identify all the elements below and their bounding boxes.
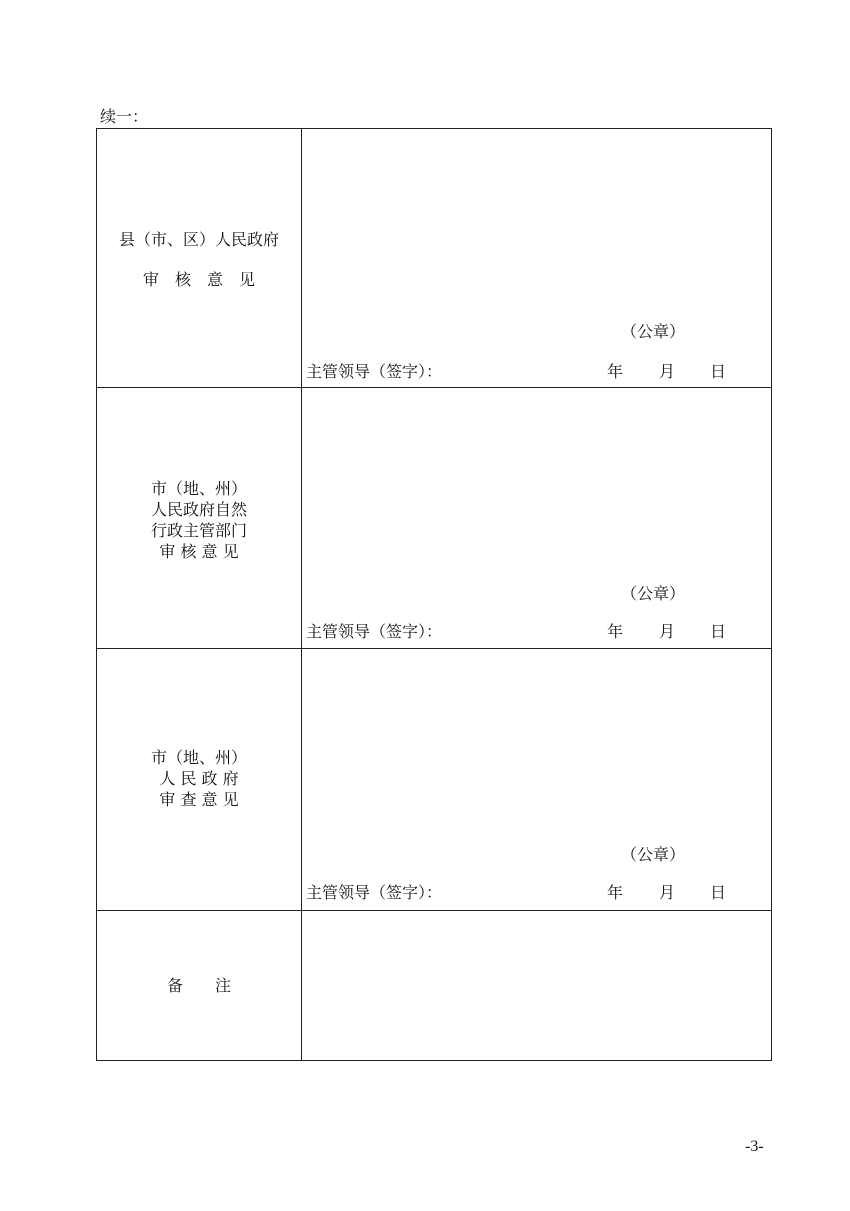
column-divider (301, 129, 302, 387)
month-label: 月 (659, 622, 676, 641)
label-line: 人 民 政 府 (159, 769, 239, 788)
seal-text: （公章） (621, 322, 686, 341)
day-label: 日 (710, 622, 727, 641)
label-line: 审 核 意 见 (142, 270, 255, 289)
signer-label: 主管领导（签字）： (306, 362, 443, 381)
seal-text: （公章） (621, 584, 686, 603)
year-label: 年 (607, 362, 624, 381)
label-line: 市（地、州） (150, 479, 247, 498)
day-label: 日 (710, 883, 727, 902)
row-label (97, 478, 301, 562)
row-label (97, 229, 301, 290)
year-label: 年 (607, 622, 624, 641)
year-label: 年 (607, 883, 624, 902)
column-divider (301, 387, 302, 648)
label-line: 审 查 意 见 (159, 790, 239, 809)
label-line: 行政主管部门 (150, 521, 247, 540)
column-divider (301, 910, 302, 1060)
label-line: 市（地、州） (150, 748, 247, 767)
label-line: 人民政府自然 (150, 500, 247, 519)
continuation-label: 续一： (100, 107, 149, 126)
page-number: -3- (745, 1138, 764, 1155)
row-label: 备 注 (166, 976, 231, 995)
label-line: 审 核 意 见 (159, 542, 239, 561)
city-natural-resources-review-row (96, 387, 772, 649)
remarks-row (96, 910, 772, 1061)
label-line: 县（市、区）人民政府 (118, 230, 279, 249)
row-label (97, 747, 301, 810)
month-label: 月 (659, 362, 676, 381)
signer-label: 主管领导（签字）： (306, 883, 443, 902)
day-label: 日 (710, 362, 727, 381)
month-label: 月 (659, 883, 676, 902)
city-government-review-row (96, 648, 772, 911)
column-divider (301, 648, 302, 910)
county-review-row (96, 128, 772, 388)
signer-label: 主管领导（签字）： (306, 622, 443, 641)
seal-text: （公章） (621, 845, 686, 864)
